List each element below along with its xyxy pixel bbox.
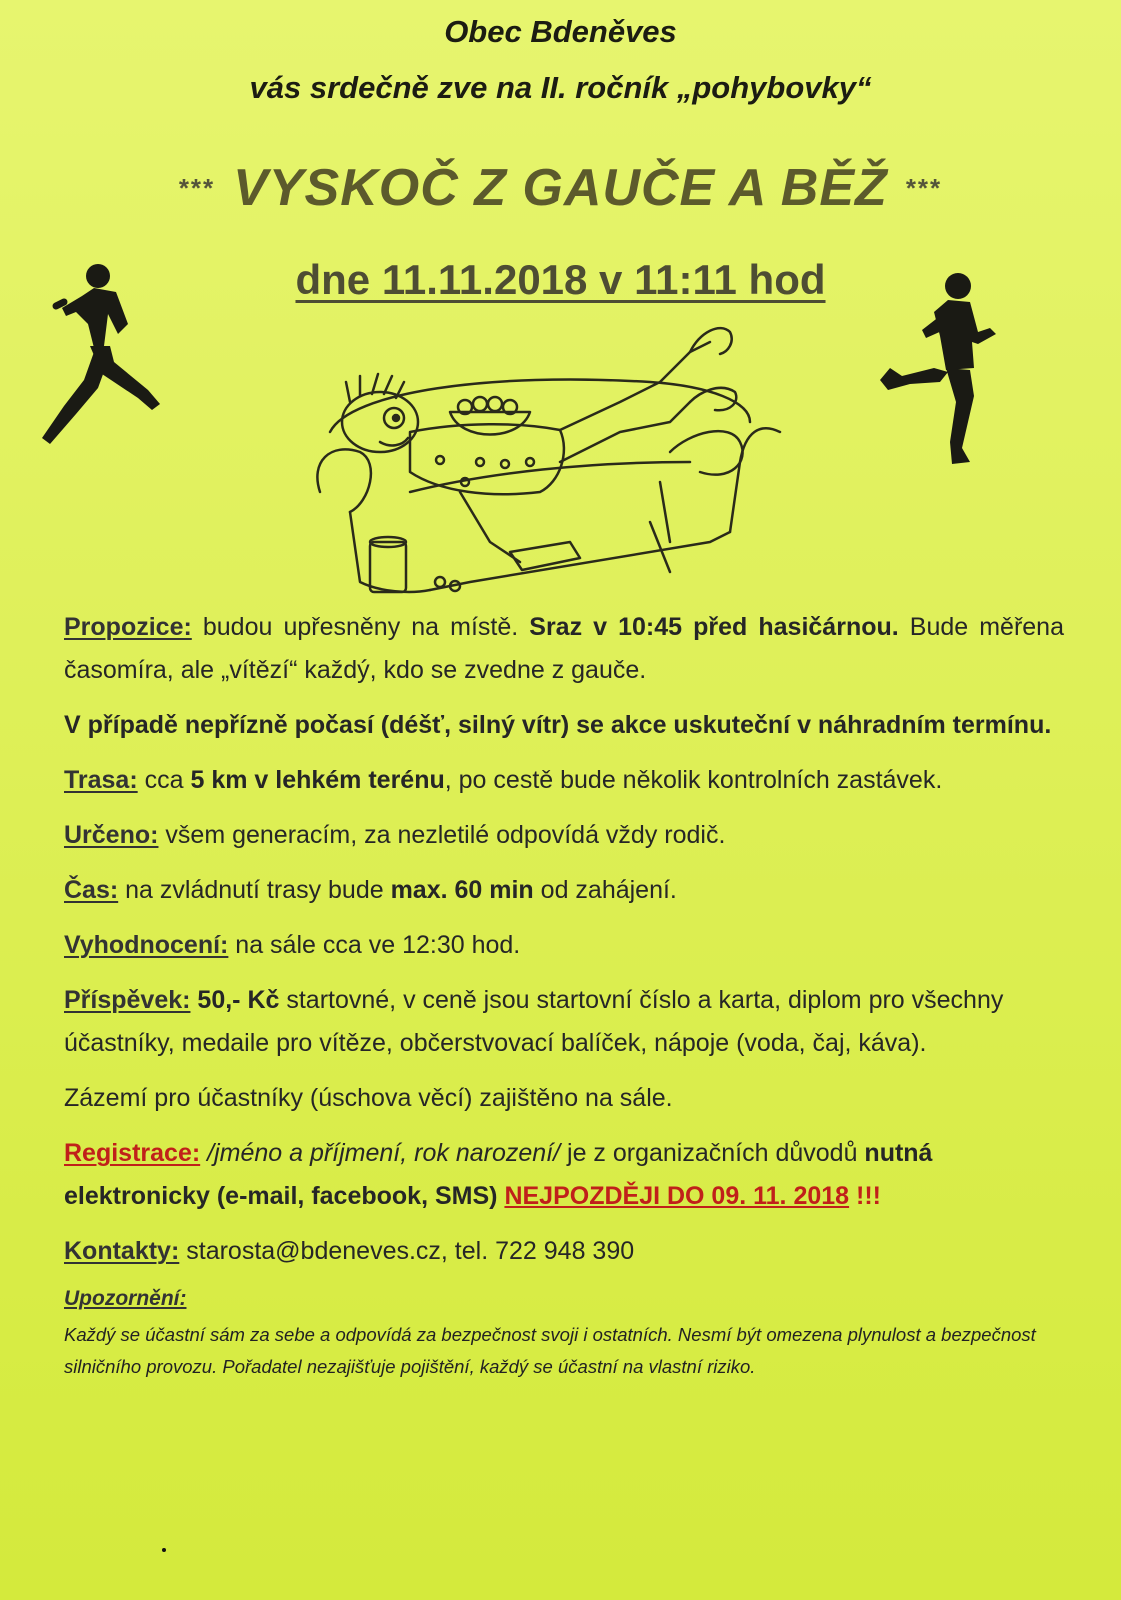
stars-left: *** [178,172,216,203]
trasa-label: Trasa: [64,766,138,794]
prispevek-paragraph [64,979,1064,1065]
propozice-paragraph [64,606,1064,692]
organizer-line: Obec Bdeněves [444,14,677,49]
stars-right: *** [905,172,943,203]
weather-notice: V případě nepřízně počasí (déšť, silný vítr) se akce uskuteční v náhradním termínu. [64,711,1052,739]
urceno-text: všem generacím, za nezletilé odpovídá vždy rodič. [158,821,726,849]
event-details [64,606,1064,1384]
kontakty-paragraph [64,1230,1064,1273]
zazemi-paragraph: Zázemí pro účastníky (úschova věcí) zajištěno na sále. [64,1084,673,1112]
registrace-method: nutná elektronicky (e-mail, facebook, SMS) [64,1139,933,1210]
invitation-line: vás srdečně zve na II. ročník „pohybovky“ [249,70,872,105]
prispevek-text: startovné, v ceně jsou startovní číslo a karta, diplom pro všechny účastníky, medaile pro vítěze, občerstvovací balíček, nápoje (voda, čaj, káva). [64,986,1004,1057]
kontakty-label: Kontakty: [64,1237,180,1265]
urceno-paragraph [64,814,1064,857]
event-date-text: dne 11.11.2018 v 11:11 hod [295,256,826,303]
meeting-point: Sraz v 10:45 před hasičárnou. [529,613,899,641]
registrace-deadline: NEJPOZDĚJI DO 09. 11. 2018 [504,1182,850,1210]
cas-text: na zvládnutí trasy bude [118,876,391,904]
registrace-paragraph [64,1132,1064,1218]
propozice-label: Propozice: [64,613,192,641]
prispevek-label: Příspěvek: [64,986,191,1014]
couch-potato-cartoon-icon [290,312,800,602]
vyhodnoceni-text: na sále cca ve 12:30 hod. [228,931,521,959]
cas-limit: max. 60 min [390,876,534,904]
registrace-label: Registrace: [64,1139,201,1167]
vyhodnoceni-paragraph [64,924,1064,967]
kontakty-text[interactable]: starosta@bdeneves.cz, tel. 722 948 390 [179,1237,635,1265]
upozorneni-text: Každý se účastní sám za sebe a odpovídá za bezpečnost svoji i ostatních. Nesmí být omezena plynulost a bezpečnost silničního provozu. Pořadatel nezajišťuje pojištění, každý se účastní na vlastní riziko. [64,1324,1036,1378]
registrace-format: /jméno a příjmení, rok narození/ [200,1139,561,1167]
vyhodnoceni-label: Vyhodnocení: [64,931,229,959]
cas-label: Čas: [64,876,119,904]
upozorneni-label: Upozornění: [64,1287,187,1310]
trasa-distance: 5 km v lehkém terénu [190,766,445,794]
runner-silhouette-icon [878,272,1008,472]
cas-text-cont: od zahájení. [533,876,677,904]
trasa-text: cca [137,766,191,794]
runner-silhouette-icon [36,262,166,452]
prispevek-fee: 50,- Kč [190,986,280,1014]
title-row [0,158,1121,218]
registrace-exclamation: !!! [849,1182,881,1210]
cas-paragraph [64,869,1064,912]
trasa-paragraph [64,759,1064,802]
propozice-text: budou upřesněny na místě. [191,613,530,641]
urceno-label: Určeno: [64,821,159,849]
stray-dot [162,1548,166,1552]
registrace-text: je z organizačních důvodů [560,1139,865,1167]
event-title: VYSKOČ Z GAUČE A BĚŽ [233,159,888,217]
trasa-text-cont: , po cestě bude několik kontrolních zastávek. [444,766,943,794]
propozice-text-cont: Bude měřena časomíra, ale „vítězí“ každý, kdo se zvedne z gauče. [64,613,1064,684]
